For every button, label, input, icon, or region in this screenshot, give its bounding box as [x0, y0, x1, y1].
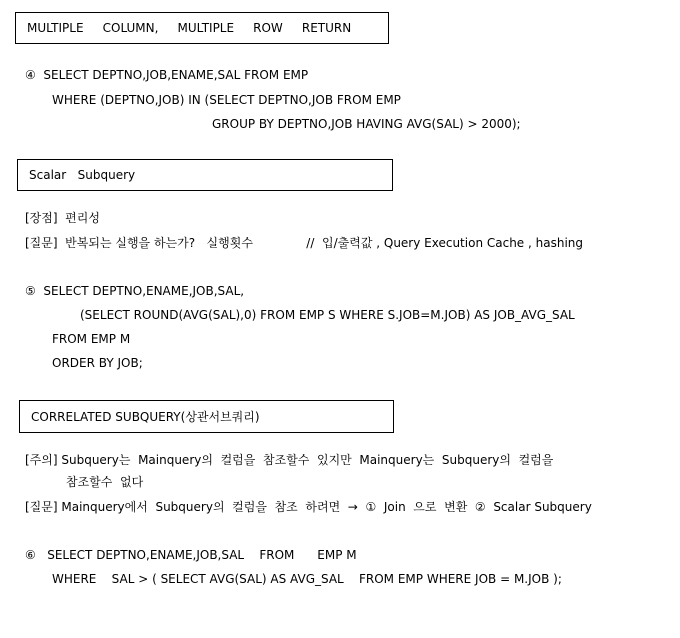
note-caution-cont: 참조할수 없다	[66, 475, 144, 489]
query-5-order: ORDER BY JOB;	[52, 356, 143, 370]
query-5-select: ⑤ SELECT DEPTNO,ENAME,JOB,SAL,	[25, 284, 245, 298]
query-4-where: WHERE (DEPTNO,JOB) IN (SELECT DEPTNO,JOB FROM EMP	[52, 93, 401, 107]
note-caution: [주의] Subquery는 Mainquery의 컬럼을 참조할수 있지만 Mainquery는 Subquery의 컬럼을	[25, 453, 554, 467]
section-title-text: Scalar Subquery	[29, 168, 136, 182]
section-title-text: MULTIPLE COLUMN, MULTIPLE ROW RETURN	[27, 21, 352, 35]
note-question-reference: [질문] Mainquery에서 Subquery의 컬럼을 참조 하려면 → ① Join 으로 변환 ② Scalar Subquery	[25, 500, 592, 514]
section-title-correlated-subquery	[19, 400, 394, 433]
section-title-multiple-column	[15, 12, 389, 44]
query-6-select: ⑥ SELECT DEPTNO,ENAME,JOB,SAL FROM EMP M	[25, 548, 357, 562]
query-6-where: WHERE SAL > ( SELECT AVG(SAL) AS AVG_SAL FROM EMP WHERE JOB = M.JOB );	[52, 572, 562, 586]
query-5-scalar: (SELECT ROUND(AVG(SAL),0) FROM EMP S WHERE S.JOB=M.JOB) AS JOB_AVG_SAL	[80, 308, 575, 322]
note-advantage: [장점] 편리성	[25, 211, 100, 225]
section-title-text: CORRELATED SUBQUERY(상관서브쿼리)	[31, 410, 260, 424]
query-5-from: FROM EMP M	[52, 332, 131, 346]
query-4-group-by: GROUP BY DEPTNO,JOB HAVING AVG(SAL) > 2000);	[212, 117, 521, 131]
note-question-repeat: [질문] 반복되는 실행을 하는가? 실행횟수 // 입/출력값 , Query Execution Cache , hashing	[25, 236, 583, 250]
section-title-scalar-subquery	[17, 159, 393, 191]
query-4-select: ④ SELECT DEPTNO,JOB,ENAME,SAL FROM EMP	[25, 68, 309, 82]
